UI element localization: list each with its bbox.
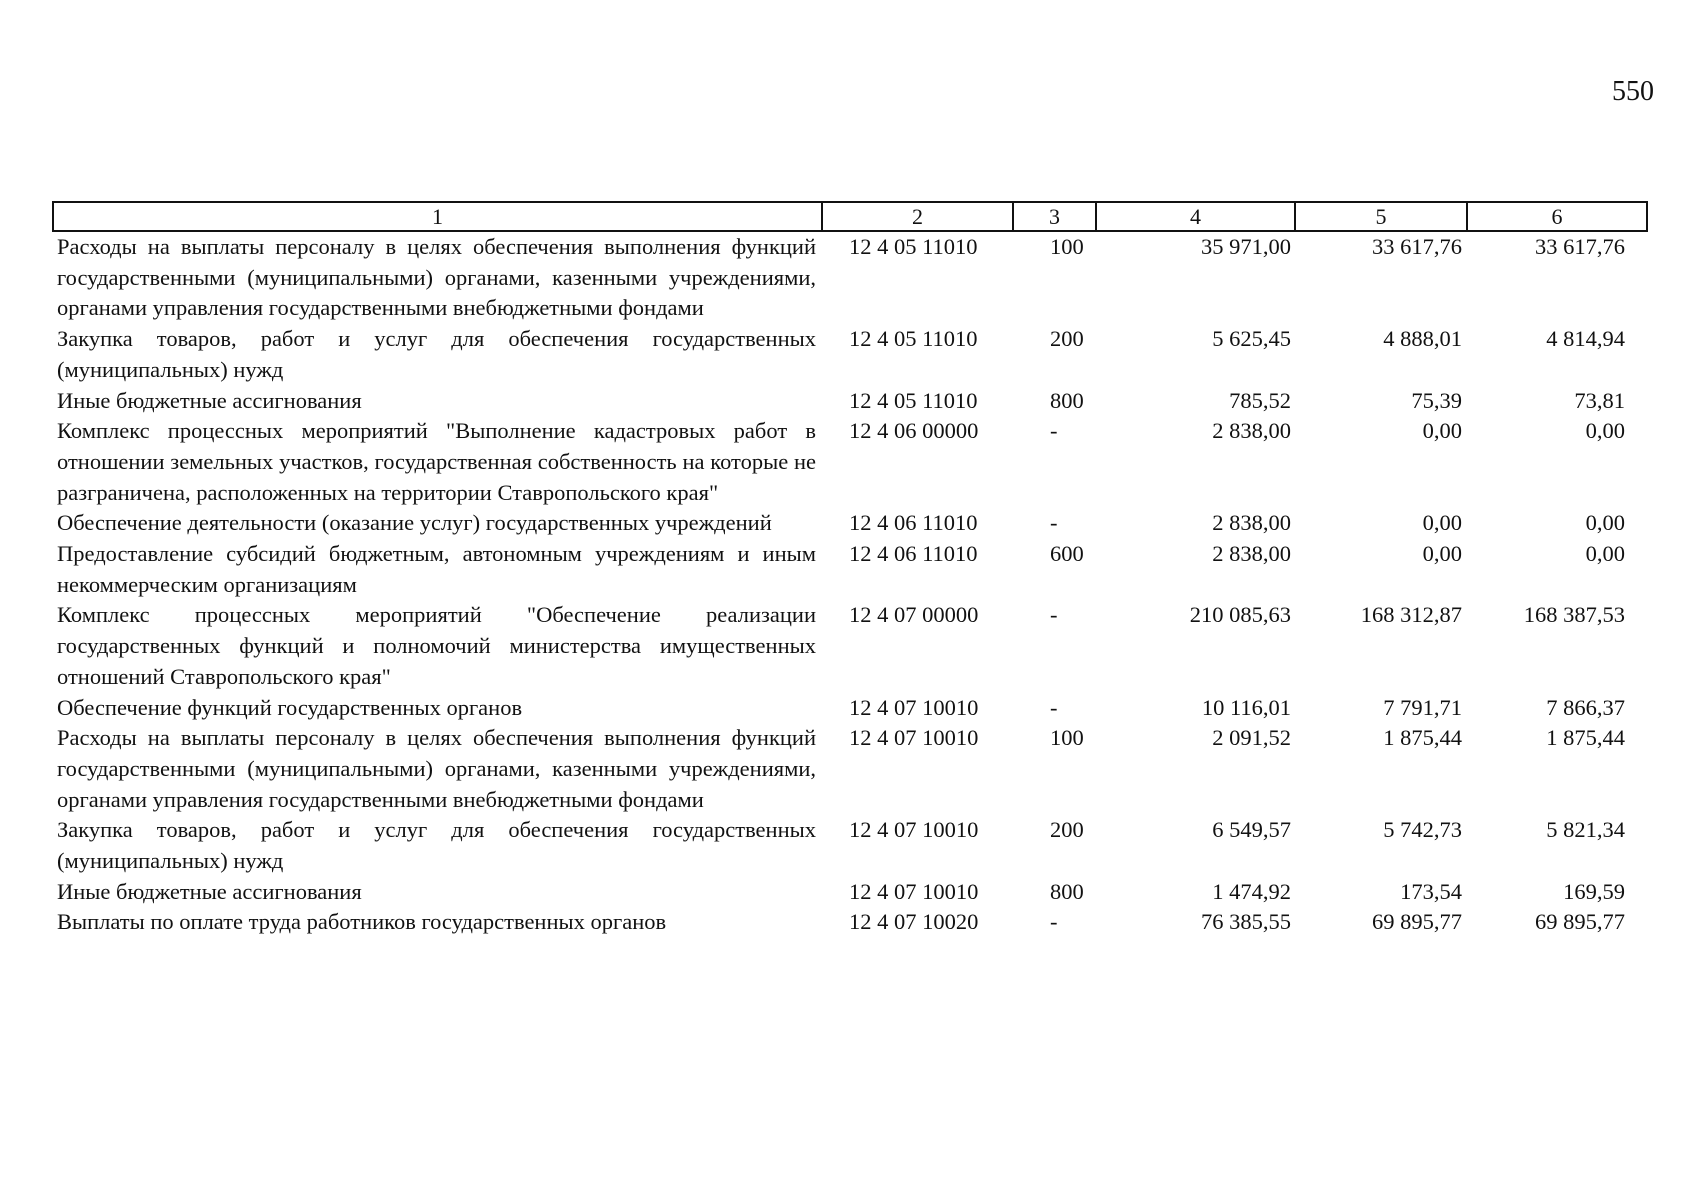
row-description: Расходы на выплаты персоналу в целях обеспечения выполнения функций государственными (муниципальными) органами, казенными учреждениями, органами управления государственными внебюджетными фондами	[57, 234, 816, 321]
row-value-col5: 0,00	[1422, 541, 1462, 567]
page-number: 550	[1612, 76, 1654, 107]
row-value-col4: 210 085,63	[1189, 602, 1291, 628]
row-value-col5: 173,54	[1400, 878, 1462, 904]
row-code: 12 4 05 11010	[849, 234, 978, 259]
row-value-col6: 168 387,53	[1523, 602, 1625, 628]
row-expense-type: 200	[1050, 817, 1084, 843]
row-expense-type: -	[1050, 418, 1058, 444]
row-value-col6: 5 821,34	[1546, 817, 1625, 843]
row-expense-type: 600	[1050, 541, 1084, 567]
row-value-col5: 168 312,87	[1360, 602, 1462, 628]
row-description: Обеспечение функций государственных органов	[57, 694, 523, 720]
table-row	[53, 416, 1647, 508]
table-header-row	[53, 202, 1647, 231]
row-value-col4: 785,52	[1229, 387, 1291, 413]
row-value-col5: 0,00	[1422, 510, 1462, 536]
row-description: Обеспечение деятельности (оказание услуг) государственных учреждений	[57, 510, 772, 536]
row-value-col5: 4 888,01	[1383, 326, 1462, 352]
row-value-col6: 169,59	[1563, 878, 1625, 904]
table-row	[53, 231, 1647, 324]
row-value-col4: 2 838,00	[1212, 418, 1291, 444]
row-code: 12 4 07 10020	[849, 909, 979, 935]
row-value-col6: 33 617,76	[1535, 234, 1625, 259]
row-description: Комплекс процессных мероприятий "Обеспечение реализации государственных функций и полномочий министерства имущественных отношений Ставропольского края"	[57, 602, 816, 689]
row-value-col4: 1 474,92	[1212, 878, 1291, 904]
row-code: 12 4 05 11010	[849, 326, 978, 352]
row-value-col6: 0,00	[1585, 418, 1625, 444]
row-code: 12 4 06 11010	[849, 541, 978, 567]
row-description: Выплаты по оплате труда работников государственных органов	[57, 909, 667, 935]
row-value-col5: 75,39	[1411, 387, 1462, 413]
table-body	[53, 231, 1647, 938]
row-value-col4: 2 838,00	[1212, 510, 1291, 536]
row-value-col4: 35 971,00	[1201, 234, 1291, 259]
row-description: Закупка товаров, работ и услуг для обеспечения государственных (муниципальных) нужд	[57, 326, 816, 382]
row-value-col6: 4 814,94	[1546, 326, 1625, 352]
row-value-col5: 33 617,76	[1372, 234, 1462, 259]
row-code: 12 4 07 10010	[849, 817, 979, 843]
table-row	[53, 539, 1647, 600]
budget-table	[52, 201, 1648, 938]
row-description: Закупка товаров, работ и услуг для обеспечения государственных (муниципальных) нужд	[57, 817, 816, 874]
row-value-col5: 1 875,44	[1383, 725, 1462, 751]
row-value-col5: 0,00	[1422, 418, 1462, 444]
row-value-col6: 0,00	[1585, 541, 1625, 567]
row-code: 12 4 07 10010	[849, 694, 979, 720]
row-expense-type: -	[1050, 909, 1058, 935]
row-value-col5: 69 895,77	[1372, 909, 1462, 935]
row-code: 12 4 07 10010	[849, 878, 979, 904]
column-header-4: 4	[1096, 202, 1295, 231]
row-value-col6: 73,81	[1574, 387, 1625, 413]
table-row	[53, 386, 1647, 417]
row-description: Иные бюджетные ассигнования	[57, 878, 362, 904]
row-description: Расходы на выплаты персоналу в целях обеспечения выполнения функций государственными (муниципальными) органами, казенными учреждениями, органами управления государственными внебюджетными фондами	[57, 725, 816, 812]
row-code: 12 4 05 11010	[849, 387, 978, 413]
row-code: 12 4 07 00000	[849, 602, 979, 628]
row-value-col5: 5 742,73	[1383, 817, 1462, 843]
row-value-col6: 7 866,37	[1546, 694, 1625, 720]
row-value-col4: 2 091,52	[1212, 725, 1291, 751]
row-expense-type: 100	[1050, 234, 1084, 259]
table-row	[53, 877, 1647, 908]
row-value-col6: 0,00	[1585, 510, 1625, 536]
row-code: 12 4 07 10010	[849, 725, 979, 751]
row-description: Комплекс процессных мероприятий "Выполнение кадастровых работ в отношении земельных участков, государственная собственность на которые не разграничена, расположенных на территории Ставропольского края"	[57, 418, 816, 505]
row-value-col4: 76 385,55	[1201, 909, 1291, 935]
row-value-col6: 69 895,77	[1535, 909, 1625, 935]
row-code: 12 4 06 11010	[849, 510, 978, 536]
table-row	[53, 600, 1647, 692]
column-header-5: 5	[1295, 202, 1467, 231]
row-expense-type: 800	[1050, 878, 1084, 904]
column-header-1: 1	[53, 202, 822, 231]
row-value-col4: 2 838,00	[1212, 541, 1291, 567]
row-expense-type: -	[1050, 602, 1058, 628]
row-description: Предоставление субсидий бюджетным, автономным учреждениям и иным некоммерческим организациям	[57, 541, 816, 597]
column-header-2: 2	[822, 202, 1013, 231]
row-value-col6: 1 875,44	[1546, 725, 1625, 751]
row-expense-type: 100	[1050, 725, 1084, 751]
table-row	[53, 693, 1647, 724]
row-expense-type: 200	[1050, 326, 1084, 352]
table-row	[53, 907, 1647, 938]
row-description: Иные бюджетные ассигнования	[57, 387, 362, 413]
table-row	[53, 815, 1647, 876]
table-row	[53, 508, 1647, 539]
row-expense-type: -	[1050, 510, 1058, 536]
row-value-col5: 7 791,71	[1383, 694, 1462, 720]
row-value-col4: 10 116,01	[1201, 694, 1291, 720]
row-code: 12 4 06 00000	[849, 418, 979, 444]
row-value-col4: 5 625,45	[1212, 326, 1291, 352]
row-expense-type: 800	[1050, 387, 1084, 413]
table-row	[53, 324, 1647, 385]
column-header-3: 3	[1013, 202, 1096, 231]
table-row	[53, 723, 1647, 815]
row-expense-type: -	[1050, 694, 1058, 720]
row-value-col4: 6 549,57	[1212, 817, 1291, 843]
column-header-6: 6	[1467, 202, 1647, 231]
